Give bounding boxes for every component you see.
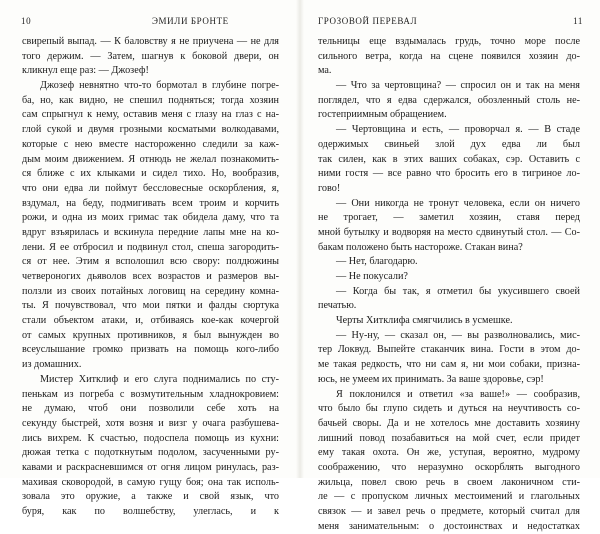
text-line: бакам положено быть настороже. Стакан вина? [318,241,523,253]
text-line: ползли из своих потайных логовищ на середину комна- [22,285,279,297]
text-line: одержимых свиньей злой дух едва ли был [318,138,580,150]
text-line: кавами и раскрасневшимся от огня лицом ринулась, раз- [22,461,279,473]
text-line: бачьей своры. Да и не хотелось мне доставить хозяину [318,417,580,429]
text-line: кликнул еще раз: — Джозеф! [22,65,149,77]
text-line: ты. Я почувствовал, что мои пятки и фалды сюртука [22,300,279,312]
body-text [318,35,580,534]
text-line: ме такая редкость, что ни сам я, ни мои собаки, призна- [318,359,580,371]
text-line: — Не покусали? [336,271,408,282]
text-line: зовала это оружие, а также и свой язык, что [22,491,279,503]
text-line: не трогает, — заметил хозяин, ставя перед [318,212,580,224]
text-line: глой сукой и двумя грозными косматыми волкодавами, [22,124,279,136]
text-line: связок — и завел речь о предмете, который считал для [318,506,580,517]
text-line: что они едва ли поймут бессловесные оскорбления, я, [22,182,279,194]
text-line: Мистер Хитклиф и его слуга поднимались по сту- [40,373,279,385]
text-line: — Нет, благодарю. [336,256,418,268]
text-line: лени. Я ее отбросил и подвинул стол, спеша загородить- [22,241,279,253]
text-line: сам спрыгнул к нему, оставив меня с глазу на глаз с на- [22,109,279,121]
text-line: соображению, что неразумно оскорблять выгодного [318,461,580,473]
text-line: жильца, повел свою речь в своем лаконичном сти- [318,476,580,488]
body-text [22,35,279,520]
left-page [0,0,300,517]
text-line: лись вихрем. К счастью, подоспела помощь из кухни: [22,432,279,444]
text-line: не думаю, чтоб они позволили себе хоть на [22,403,279,415]
text-line: Джозеф невнятно что-то бормотал в глубине погре- [40,80,279,92]
text-line: из домашних. [22,359,82,371]
text-line: от самых крупных противников, я был вынужден во [22,329,279,341]
text-line: мной бутылку и водворяя на место сдвинутый стол. — Со- [318,226,580,238]
text-line: всеуслышание громко призвать на помощь кого-либо [22,344,279,356]
text-line: лишний повод позабавиться на мой счет, если придет [318,432,580,444]
text-line: — Что за чертовщина? — спросил он и так на меня [336,80,580,92]
page-number: 10 [21,16,32,26]
text-line: — Ну-ну, — сказал он, — вы разволновались, мис- [336,329,580,341]
text-line: дым моим движением. Я отнюдь не желал познакомить- [22,153,279,165]
text-line: поглядел, что я едва сдержался, обозленный столь не- [318,94,580,106]
text-line: которые с нею вместе настороженно следили за каж- [22,138,279,150]
text-line: махивая сковородой, в самую гущу боя; она так исполь- [22,476,279,488]
text-line: — Когда бы так, я отметил бы укусившего своей [336,285,580,297]
running-head: ЭМИЛИ БРОНТЕ [152,16,229,26]
text-line: стали объектом атаки, и, отбиваясь кое-как кочергой [22,315,279,327]
text-line: ему такая охота. Он же, уступая, вероятно, мудрому [318,447,580,459]
running-head: ГРОЗОВОЙ ПЕРЕВАЛ [318,16,418,26]
text-line: секунду быстрей, хотя возня и визг у очага разбушева- [22,417,279,429]
text-line: меня занимательным: о достоинствах и недостатках [318,520,580,532]
text-line: печатью. [318,300,357,312]
text-line: что было бы глупо сидеть и дуться на неучтивость со- [318,403,580,415]
text-line: гостеприимным обращением. [318,109,447,121]
page-number: 11 [573,16,583,26]
text-line: — Чертовщина и есть, — проворчал я. — В стаде [336,124,580,136]
text-line: тер Локвуд. Выпейте стаканчик вина. Гости в этом до- [318,344,580,356]
text-line: ними гостя — все равно что бросить его в тигриное ло- [318,168,580,180]
text-line: ся ближе с их клыками и сидел тихо. Но, вообразив, [22,168,279,180]
text-line: пенькам из погреба с возмутительным хладнокровием: [22,388,279,400]
text-line: четвероногих дьяволов всех возрастов и размеров вы- [22,271,279,282]
text-line: гово! [318,182,341,194]
text-line: дюжая тетка с подоткнутым подолом, засученными ру- [22,447,279,459]
text-line: Я поклонился и ответил «за ваше!» — сообразив, [336,388,580,400]
text-line: ма. [318,65,332,77]
text-line: — Они никогда не тронут человека, если он ничего [336,197,580,209]
text-line: юсь, не умеем их принимать. За ваше здоровье, сэр! [318,373,544,385]
text-line: буря, как по волшебству, улеглась, и к [22,506,279,517]
text-line: вздумал, на беду, подмигивать всем троим и корчить [22,197,279,209]
text-line: ся от нее. Этим я всполошил всю свору: полдюжины [22,256,279,268]
text-line: Черты Хитклифа смягчились в усмешке. [336,315,513,327]
right-page [300,0,600,532]
text-line: ба, но, как видно, не спешил подняться; тогда хозяин [22,94,279,106]
text-line: ле — с пропуском личных местоимений и глагольных [318,491,580,503]
text-line: свирепый выпад. — К баловству я не приучена — не для [22,36,279,47]
text-line: вдруг взъярилась и вскинула передние лапы мне на ко- [22,226,279,238]
text-line: тельницы еще вздымалась грудь, точно море после [318,36,580,47]
text-line: сильного ветра, когда на сцене появился хозяин до- [318,50,580,62]
text-line: рожи, и одна из моих гримас так обидела даму, что та [22,212,279,224]
text-line: того держим. — Затем, шагнув к боковой двери, он [22,50,279,62]
text-line: так силен, как в этих ваших собаках, сэр. Оставить с [318,153,580,165]
